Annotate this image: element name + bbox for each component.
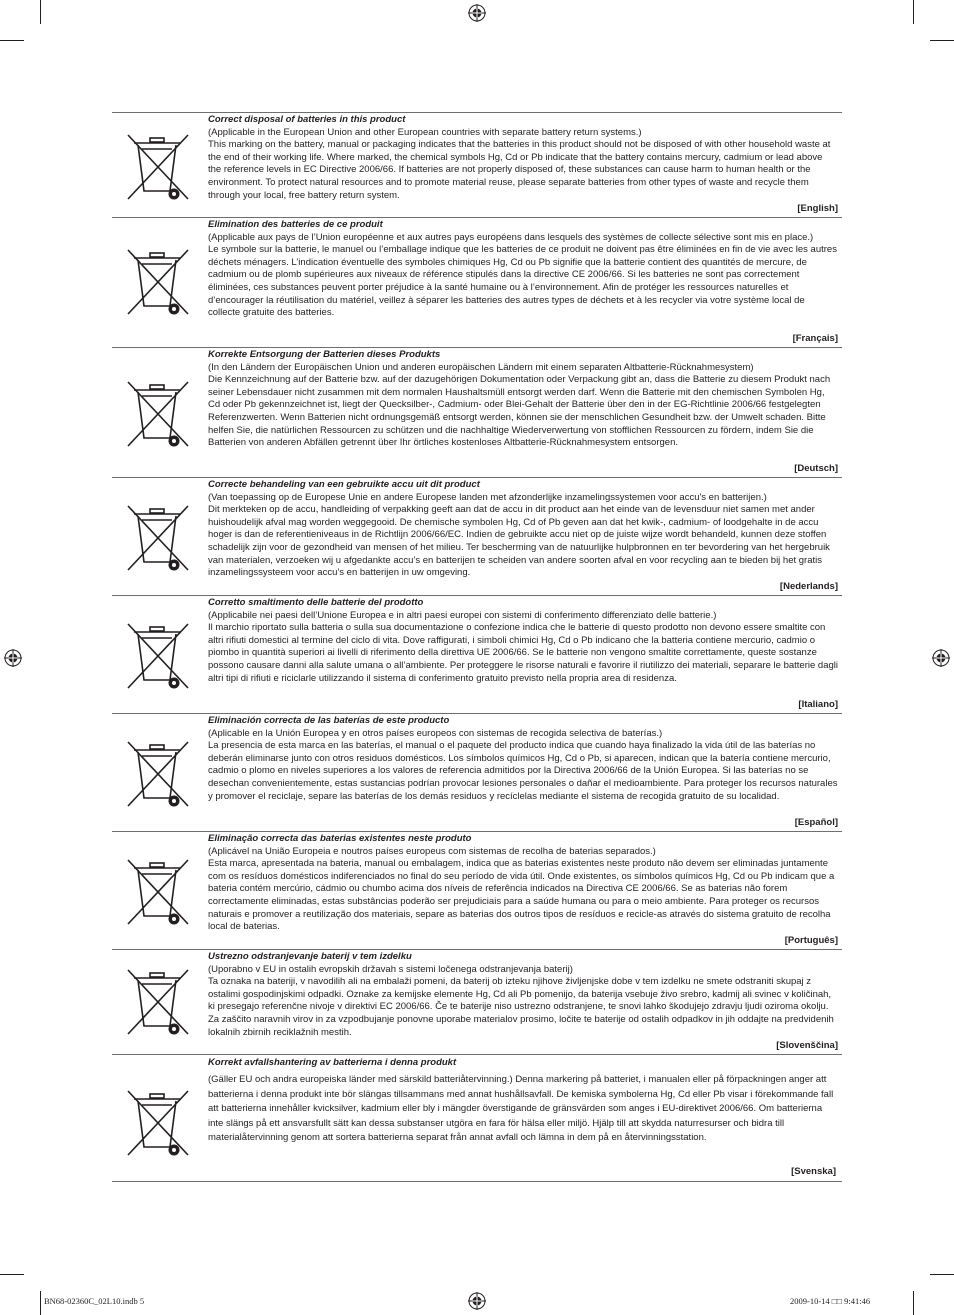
crossed-out-wheelie-bin-icon <box>124 856 192 930</box>
section-title: Correcte behandeling van een gebruikte accu uit dit product <box>208 479 480 490</box>
section-slovenian <box>112 949 842 1054</box>
language-label: [Français] <box>792 333 838 344</box>
section-swedish <box>112 1054 842 1181</box>
crossed-out-wheelie-bin-icon <box>124 246 192 320</box>
language-label: [Slovenščina] <box>776 1040 838 1051</box>
section-spanish <box>112 713 842 831</box>
footer-timestamp: 2009-10-14 □□ 9:41:46 <box>790 1296 871 1306</box>
section-title: Elimination des batteries de ce produit <box>208 219 383 230</box>
crop-mark <box>0 40 24 41</box>
crop-mark <box>930 1274 954 1275</box>
section-title: Korrekte Entsorgung der Batterien dieses Produkts <box>208 349 441 360</box>
crop-mark <box>930 40 954 41</box>
crop-mark <box>913 0 914 24</box>
section-title: Ustrezno odstranjevanje baterij v tem izdelku <box>208 951 412 962</box>
section-italian <box>112 595 842 713</box>
section-text: (Van toepassing op de Europese Unie en andere Europese landen met afzonderlijke inzamelingssystemen voor accu's en batterijen.) Dit merkteken op de accu, handleiding of verpakking geeft aan dat de accu in dit product aan het einde van de levensduur niet samen met ander huishoudelijk afval mag worden weggegooid. De chemische symbolen Hg, Cd of Pb geven aan dat het kwik-, cadmium- of loodgehalte in de accu hoger is dan de referentieniveaus in de Richtlijn 2006/66/EC. Indien de gebruikte accu niet op de juiste wijze wordt behandeld, kunnen deze stoffen schadelijk zijn voor de gezondheid van mensen of het milieu. Ter bescherming van de natuurlijke hulpbronnen en ter bevordering van het hergebruik van materialen, verzoeken wij u afgedankte accu’s en batterijen te scheiden van andere soorten afval en voor recycling aan te bieden bij het gratis inzamelingssysteem voor accu’s en batterijen in uw omgeving. <box>208 491 830 579</box>
crop-mark <box>40 0 41 24</box>
language-label: [Nederlands] <box>779 581 838 592</box>
section-german <box>112 347 842 477</box>
language-label: [Español] <box>794 817 838 828</box>
section-text: (Applicable aux pays de l’Union européenne et aux autres pays européens dans lesquels des systèmes de collecte sélective sont mis en place.) Le symbole sur la batterie, le manuel ou l’emballage indique que les batteries de ce produit ne doivent pas être éliminées en fin de vie avec les autres déchets ménagers. L’indication éventuelle des symboles chimiques Hg, Cd ou Pb signifie que la batterie contient des quantités de mercure, de cadmium ou de plomb supérieures aux niveaux de référence stipulés dans la directive CE 2006/66. Si les batteries ne sont pas correctement éliminées, ces substances peuvent porter préjudice à la santé humaine ou à l’environnement. Afin de protéger les ressources naturelles et d’encourager la réutilisation du matériel, veillez à séparer les batteries des autres types de déchets et à les recycler via votre système local de collecte gratuite des batteries. <box>208 231 837 319</box>
footer-file-name: BN68-02360C_02L10.indb 5 <box>44 1296 145 1306</box>
section-title: Korrekt avfallshantering av batterierna i denna produkt <box>208 1057 457 1068</box>
crossed-out-wheelie-bin-icon <box>124 131 192 205</box>
language-label: [Português] <box>784 935 838 946</box>
crop-mark <box>913 1291 914 1315</box>
crop-mark <box>0 1274 24 1275</box>
crossed-out-wheelie-bin-icon <box>124 1087 192 1161</box>
crossed-out-wheelie-bin-icon <box>124 966 192 1040</box>
crossed-out-wheelie-bin-icon <box>124 620 192 694</box>
crossed-out-wheelie-bin-icon <box>124 378 192 452</box>
section-text: (Uporabno v EU in ostalih evropskih državah s sistemi ločenega odstranjevanja baterij) Ta oznaka na bateriji, v navodilih ali na embalaži pomeni, da baterij ob izteku njihove življenjske dobe v tem izdelku ne smete odstraniti skupaj z ostalimi gospodinjskimi odpadki. Oznake za kemijske elemente Hg, Cd ali Pb pomenijo, da baterija vsebuje živo srebro, kadmij ali svinec v količinah, ki presegajo referenčne nivoje v direktivi EC 2006/66. Če te baterije niso ustrezno odstranjene, te snovi lahko škodujejo zdravju ljudi oziroma okolju. Za zaščito naravnih virov in za vzpodbujanje ponovne uporabe materialov prosimo, ločite te baterije od ostalih odpadkov in jih oddajte na predvidenih lokalnih zbirnih reciklažnih mestih. <box>208 963 834 1038</box>
crossed-out-wheelie-bin-icon <box>124 502 192 576</box>
language-label: [Italiano] <box>798 699 838 710</box>
registration-mark-icon <box>932 649 950 667</box>
registration-mark-icon <box>468 1292 486 1310</box>
section-text: (Applicable in the European Union and other European countries with separate battery return systems.) This marking on the battery, manual or packaging indicates that the batteries in this product should not be disposed of with other household waste at the end of their working life. Where marked, the chemical symbols Hg, Cd or Pb indicate that the battery contains mercury, cadmium or lead above the reference levels in EC Directive 2006/66. If batteries are not properly disposed of, these substances can cause harm to human health or the environment. To protect natural resources and to promote material reuse, please separate batteries from other types of waste and recycle them through your local, free battery return system. <box>208 126 831 201</box>
crossed-out-wheelie-bin-icon <box>124 738 192 812</box>
section-french <box>112 217 842 347</box>
section-text: (Applicabile nei paesi dell’Unione Europea e in altri paesi europei con sistemi di conferimento differenziato delle batterie.) Il marchio riportato sulla batteria o sulla sua documentazione o confezione indica che le batterie di questo prodotto non devono essere smaltite con altri rifiuti domestici al termine del ciclo di vita. Dove raffigurati, i simboli chimici Hg, Cd o Pb indicano che la batteria contiene mercurio, cadmio o piombo in quantità superiori ai livelli di riferimento della direttiva UE 2006/66. Se le batterie non vengono smaltite correttamente, queste sostanze possono causare danni alla salute umana o all’ambiente. Per proteggere le risorse naturali e favorire il riutilizzo dei materiali, separare le batterie dagli altri tipi di rifiuti e riciclarle utilizzando il sistema di conferimento gratuito previsto nella propria area di residenza. <box>208 609 838 684</box>
section-text: (Aplicável na União Europeia e noutros países europeus com sistemas de recolha de baterias separados.) Esta marca, apresentada na bateria, manual ou embalagem, indica que as baterias existentes neste produto não devem ser eliminadas juntamente com os resíduos domésticos indiferenciados no final do seu período de vida útil. Onde existentes, os símbolos químicos Hg, Cd ou Pb indicam que a bateria contém mercúrio, cádmio ou chumbo acima dos níveis de referência indicados na Directiva CE 2006/66. Se as baterias não forem correctamente eliminadas, estas substâncias poderão ser prejudiciais para a saúde humana ou para o meio ambiente. Para proteger os recursos naturais e promover a reutilização dos materiais, separe as baterias dos outros tipos de resíduos e recicle-as através do sistema gratuito de recolha local de baterias. <box>208 845 835 933</box>
section-english <box>112 112 842 217</box>
language-label: [Svenska] <box>791 1166 836 1177</box>
section-dutch <box>112 477 842 595</box>
registration-mark-icon <box>4 649 22 667</box>
registration-mark-icon <box>468 4 486 22</box>
crop-mark <box>40 1291 41 1315</box>
section-title: Eliminação correcta das baterias existentes neste produto <box>208 833 472 844</box>
language-label: [English] <box>797 203 838 214</box>
section-text: (In den Ländern der Europäischen Union und anderen europäischen Ländern mit einem separaten Altbatterie-Rücknahmesystem) Die Kennzeichnung auf der Batterie bzw. auf der dazugehörigen Dokumentation oder Verpackung gibt an, dass die Batterie zu diesem Produkt nach seiner Lebensdauer nicht zusammen mit dem normalen Haushaltsmüll entsorgt werden darf. Wenn die Batterie mit den chemischen Symbolen Hg, Cd oder Pb gekennzeichnet ist, liegt der Quecksilber-, Cadmium- oder Blei-Gehalt der Batterie über den in der EG-Richtlinie 2006/66 festgelegten Referenzwerten. Wenn Batterien nicht ordnungsgemäß entsorgt werden, können sie der menschlichen Gesundheit bzw. der Umwelt schaden. Bitte helfen Sie, die natürlichen Ressourcen zu schützen und die nachhaltige Wiederverwertung von stofflichen Ressourcen zu fördern, indem Sie die Batterien von anderen Abfällen getrennt über Ihr örtliches kostenloses Altbatterie-Rücknahmesystem entsorgen. <box>208 361 831 449</box>
bottom-rule <box>112 1181 842 1182</box>
section-text: (Gäller EU och andra europeiska länder med särskild batteriåtervinning.) Denna markering på batteriet, i manualen eller på förpackningen anger att batterierna i denna produkt inte bör slängas tillsammans med annat hushållsavfall. De kemiska symbolerna Hg, Cd eller Pb visar i förekommande fall att batterierna innehåller kvicksilver, kadmium eller bly i mängder överstigande de gränsvärden som anges i EU-direktivet 2006/66. Om batterierna inte slängs på ett ansvarsfullt sätt kan dessa substanser utgöra en fara för hälsa eller miljö. Hjälp till att skydda naturresurser och bidra till materialåtervinning genom att sortera batterierna separat från annat avfall och lämna in dem på en återvinningsstation. <box>208 1074 834 1144</box>
section-title: Corretto smaltimento delle batterie del prodotto <box>208 597 424 608</box>
section-text: (Aplicable en la Unión Europea y en otros países europeos con sistemas de recogida selectiva de baterías.) La presencia de esta marca en las baterías, el manual o el paquete del producto indica que cuando haya finalizado la vida útil de las baterías no deberán eliminarse junto con otros residuos domésticos. Los símbolos químicos Hg, Cd o Pb, si aparecen, indican que la batería contiene mercurio, cadmio o plomo en niveles superiores a los valores de referencia admitidos por la Directiva 2006/66 de la Unión Europea. Si las baterías no se desechan convenientemente, estas sustancias podrían provocar lesiones personales o dañar el medioambiente. Para proteger los recursos naturales y promover el reciclaje, separe las baterías de los demás residuos y recíclelas mediante el sistema de recogida gratuito de su localidad. <box>208 727 838 802</box>
section-portuguese <box>112 831 842 949</box>
section-title: Correct disposal of batteries in this product <box>208 114 406 125</box>
language-label: [Deutsch] <box>794 463 838 474</box>
section-title: Eliminación correcta de las baterías de este producto <box>208 715 450 726</box>
